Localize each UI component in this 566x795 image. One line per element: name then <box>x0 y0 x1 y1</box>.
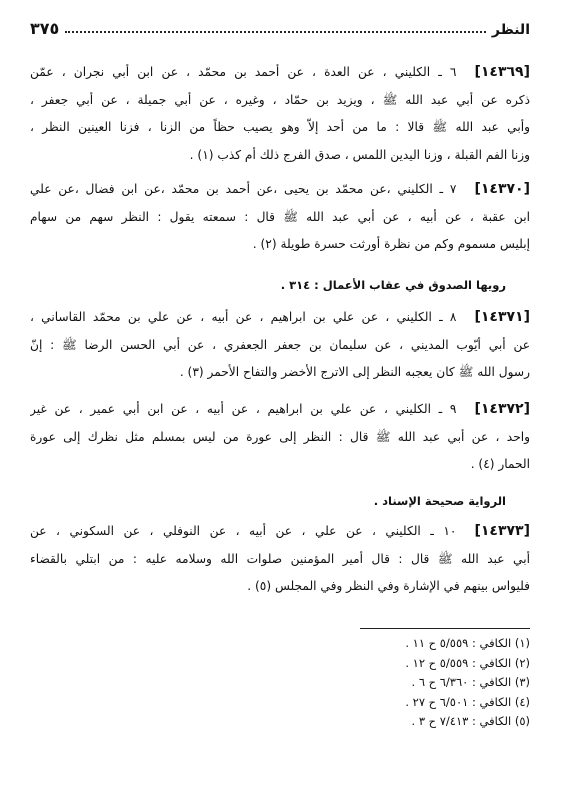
hadith-line: ابن عقبة ، عن أبيه ، عن أبي عبد الله ﷺ قال : سمعته يقول : النظر سهم من سهام <box>30 209 530 224</box>
hadith-line: عن أبي أيّوب المديني ، عن سليمان بن جعفر الجعفري ، عن أبي الحسن الرضا ﷺ : إنّ <box>30 337 530 352</box>
hadith-number: [١٤٣٧٢] <box>474 401 530 417</box>
page-number: ٣٧٥ <box>30 19 60 38</box>
chain-note: الرواية صحيحة الإسناد . <box>373 494 506 508</box>
hadith-line: وزنا الفم القبلة ، وزنا اليدين اللمس ، صدق الفرج ذلك أم كذب (١) . <box>189 147 530 162</box>
hadith-line: ٨ ـ الكليني ، عن علي بن ابراهيم ، عن أبيه ، عن علي بن محمّد القاساني ، <box>30 310 457 324</box>
hadith-14373 <box>30 518 530 601</box>
hadith-14370 <box>30 176 530 259</box>
hadith-line: أبي عبد الله ﷺ قال : قال أمير المؤمنين صلوات الله وسلامه عليه : من ابتلي بالقضاء <box>30 551 530 566</box>
footnote: (٥) الكافي : ٧/٤١٣ ح ٣ . <box>411 714 530 728</box>
hadith-line: فليواس بينهم في الإشارة وفي النظر وفي المجلس (٥) . <box>247 579 530 593</box>
header-dotted-leader <box>65 30 486 33</box>
footnote: (٢) الكافي : ٥/٥٥٩ ح ١٢ . <box>405 655 530 670</box>
footnote: (٣) الكافي : ٦/٣٦٠ ح ٦ . <box>411 675 530 689</box>
hadith-number: [١٤٣٦٩] <box>474 64 530 80</box>
chain-note: رويها الصدوق في عقاب الأعمال : ٣١٤ . <box>280 278 506 292</box>
hadith-number: [١٤٣٧٠] <box>474 181 530 197</box>
footnote: (١) الكافي : ٥/٥٥٩ ح ١١ . <box>405 636 530 650</box>
hadith-line: وأبي عبد الله ﷺ قالا : ما من أحد إلاّ وهو يصيب حظاً من الزنا ، فزنا العينين النظر ، <box>30 120 530 134</box>
hadith-14369 <box>30 59 530 169</box>
hadith-line: رسول الله ﷺ كان يعجبه النظر إلى الاترج الأخضر والتفاح الأحمر (٣) . <box>179 365 530 379</box>
running-header <box>30 14 530 38</box>
hadith-number: [١٤٣٧٣] <box>474 523 530 539</box>
hadith-line: إبليس مسموم وكم من نظرة أورثت حسرة طويلة (٢) . <box>252 237 530 251</box>
header-title: النظر <box>491 22 530 38</box>
hadith-line: ١٠ ـ الكليني ، عن علي ، عن أبيه ، عن النوفلي ، عن السكوني ، عن <box>30 524 457 538</box>
hadith-line: ذكره عن أبي عبد الله ﷺ ، ويزيد بن حمّاد ، وغيره ، عن أبي جميلة ، عن أبي جعفر ، <box>30 92 530 107</box>
hadith-14372 <box>30 396 530 479</box>
hadith-number: [١٤٣٧١] <box>474 309 530 325</box>
footnote: (٤) الكافي : ٦/٥٠١ ح ٢٧ . <box>405 694 530 709</box>
footnote-separator <box>360 628 530 629</box>
hadith-14371 <box>30 304 530 387</box>
hadith-line: ٧ ـ الكليني ،عن محمّد بن يحيى ،عن أحمد بن محمّد ،عن ابن فضال ،عن علي <box>30 182 457 196</box>
hadith-line: ٦ ـ الكليني ، عن العدة ، عن أحمد بن محمّد ، عن ابن أبي نجران ، عمّن <box>30 65 457 79</box>
hadith-line: ٩ ـ الكليني ، عن علي بن ابراهيم ، عن أبيه ، عن ابن أبي عمير ، عن غير <box>30 402 457 416</box>
hadith-line: الحمار (٤) . <box>470 457 530 471</box>
footnotes <box>200 634 530 732</box>
hadith-line: واحد ، عن أبي عبد الله ﷺ قال : النظر إلى عورة من ليس بمسلم مثل نظرك إلى عورة <box>30 429 530 444</box>
